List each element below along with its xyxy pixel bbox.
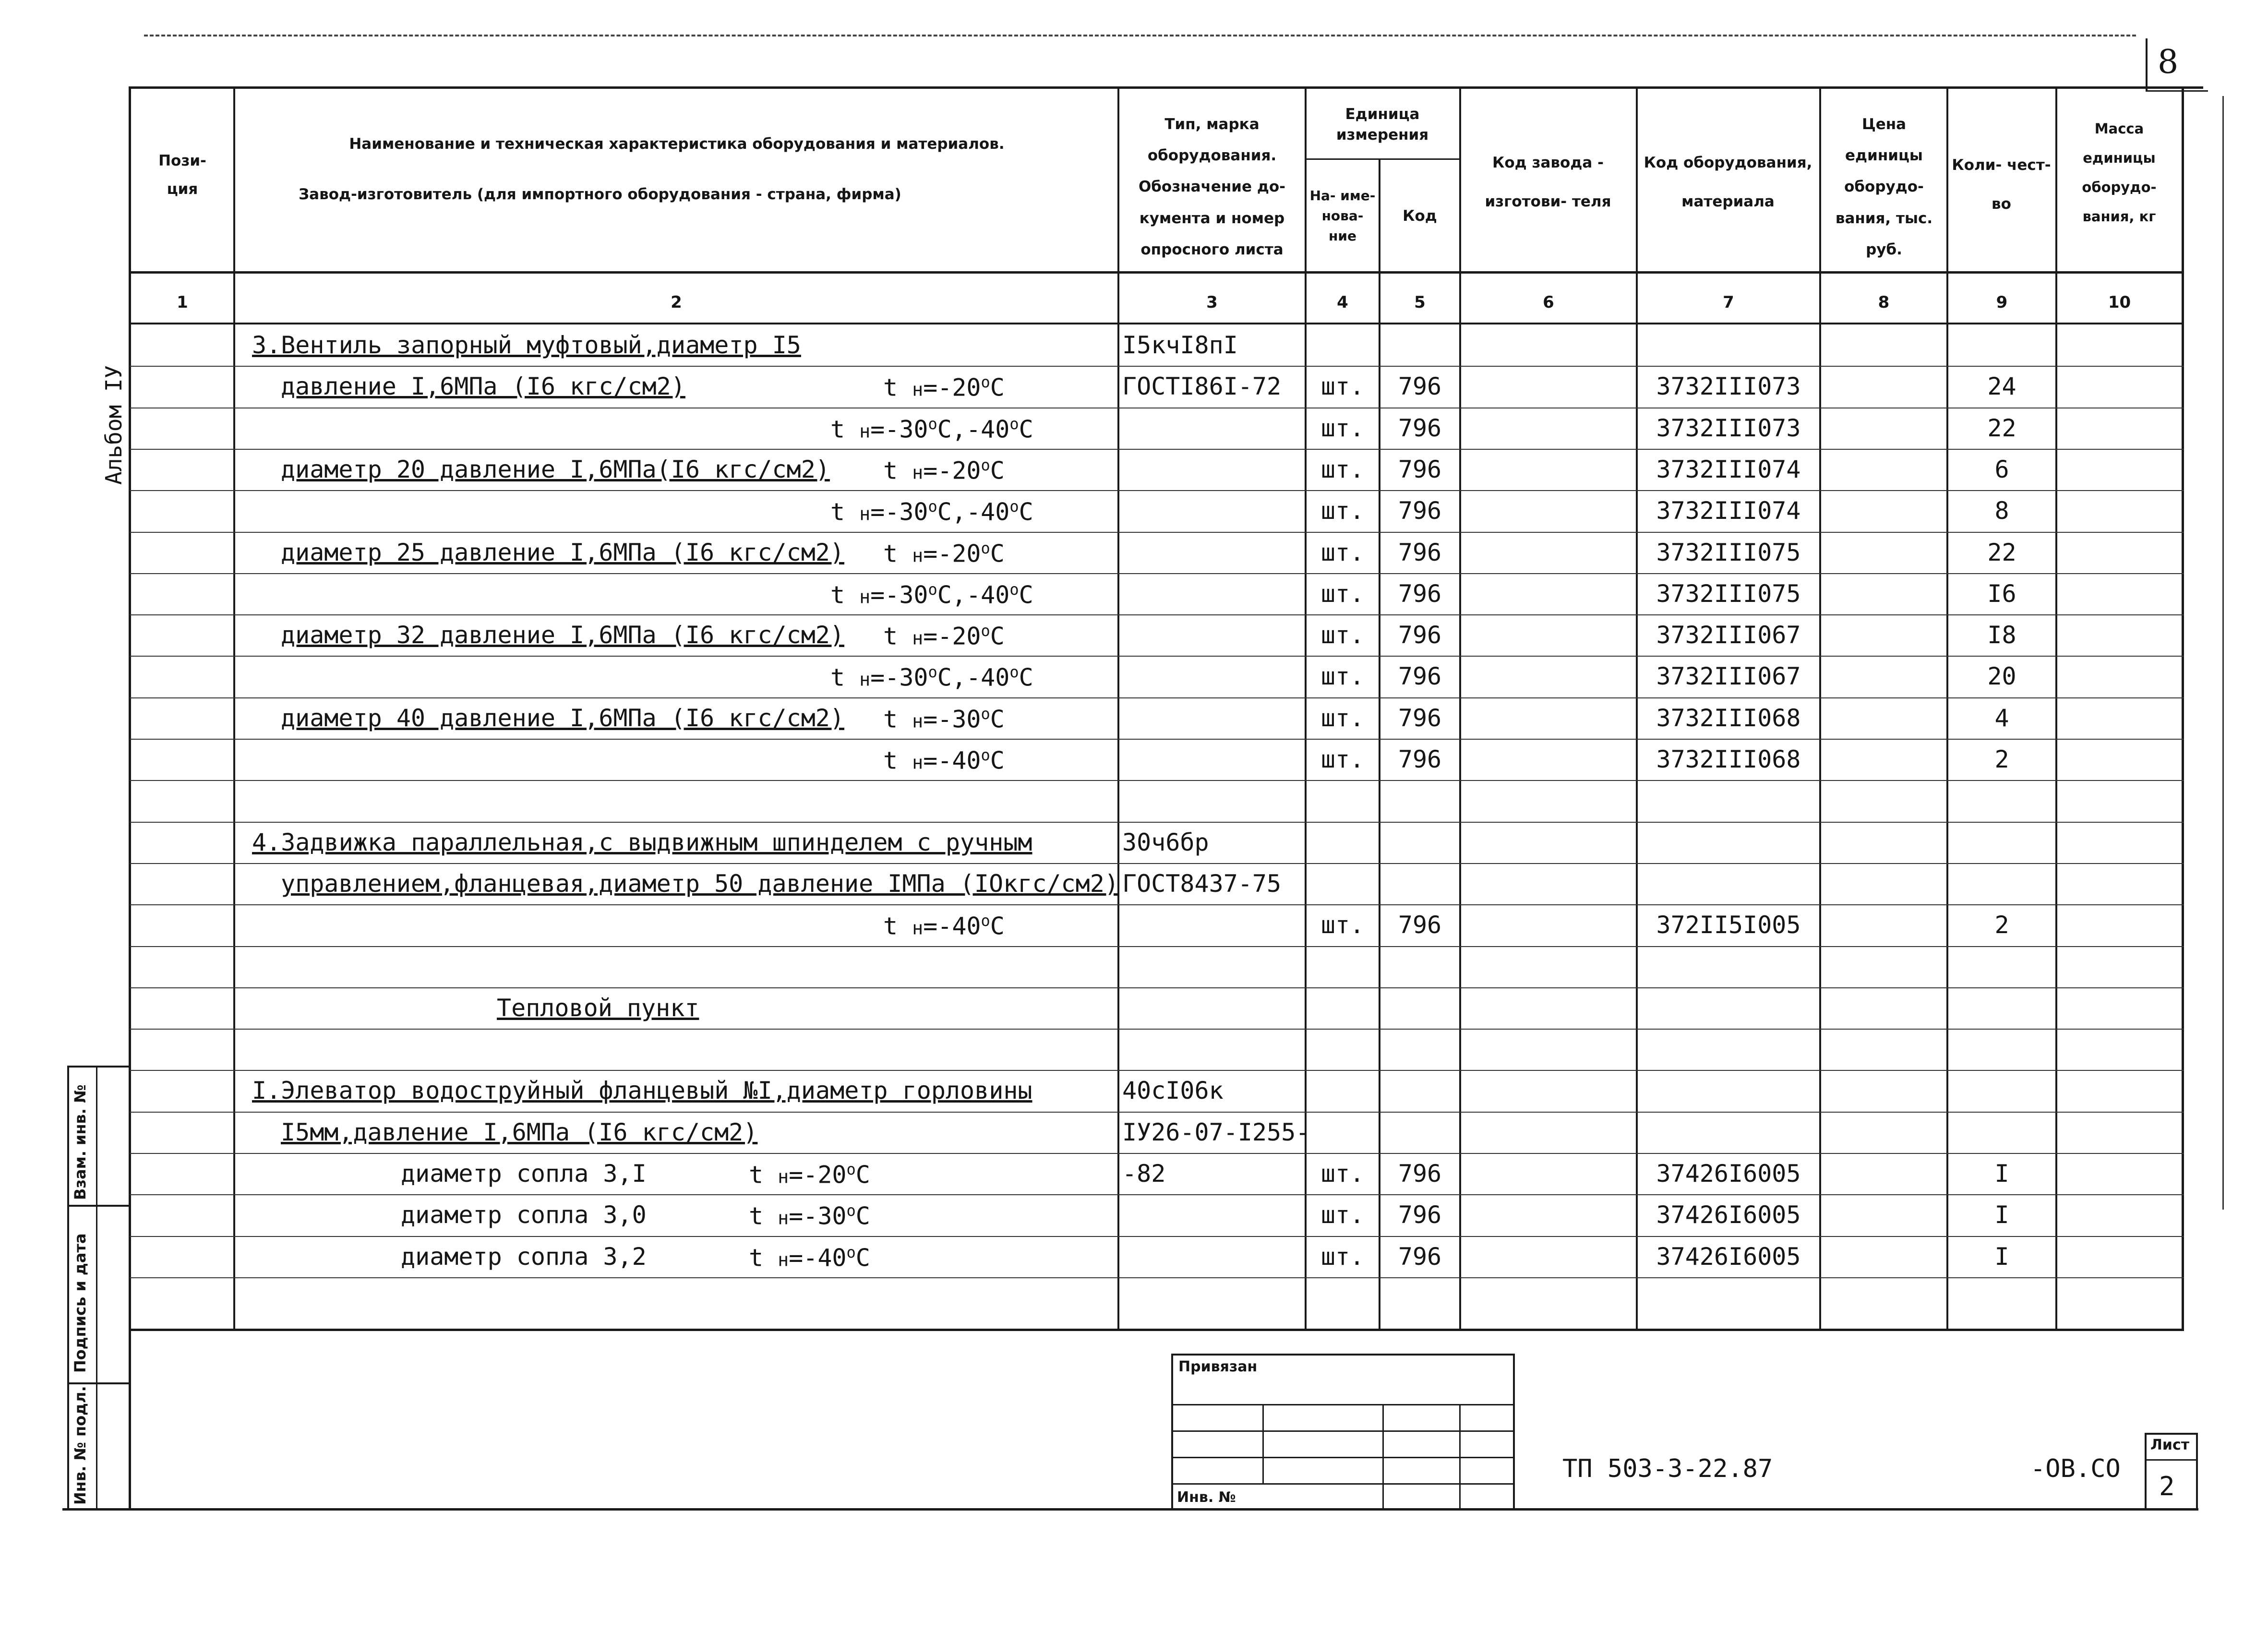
privyazan-row-1 (1171, 1404, 1514, 1405)
col-sep-7 (1819, 86, 1821, 1330)
colnum-4: 4 (1337, 293, 1348, 312)
colnum-10: 10 (2108, 293, 2131, 312)
side-stamp-left (67, 1066, 69, 1510)
frame-top (130, 86, 2203, 89)
privyazan-col-3 (1459, 1404, 1461, 1510)
material-code: 3732III074 (1656, 497, 1801, 525)
row-separator (130, 1194, 2184, 1195)
unit-name: шт. (1320, 911, 1365, 939)
row-separator (130, 739, 2184, 740)
unit-name: шт. (1320, 539, 1365, 566)
quantity: 2 (1994, 911, 2009, 939)
temperature-label: t $н=-20^oС$ (883, 622, 1005, 650)
type-mark: I5кчI8пI (1122, 331, 1238, 359)
material-code: 3732III073 (1656, 414, 1801, 442)
material-code: 37426I6005 (1656, 1201, 1801, 1229)
unit-name: шт. (1320, 1243, 1365, 1271)
item-name: 4.Задвижка параллельная,с выдвижным шпинделем с ручным (252, 828, 1032, 856)
privyazan-row-3 (1171, 1457, 1514, 1458)
unit-name: шт. (1320, 1160, 1365, 1188)
type-mark: 30ч6бр (1122, 828, 1209, 856)
unit-name: шт. (1320, 497, 1365, 525)
row-separator (130, 904, 2184, 905)
header-col2-line1: Наименование и техническая характеристика оборудования и материалов. (349, 135, 1005, 153)
unit-code: 796 (1398, 456, 1442, 483)
stamp-inv-no: Инв. № (1177, 1489, 1236, 1506)
item-name: диаметр 20 давление I,6МПа(I6 кгс/см2) (281, 456, 830, 483)
item-name: диаметр сопла 3,I (401, 1160, 647, 1188)
quantity: 20 (1987, 662, 2016, 690)
row-separator (130, 573, 2184, 574)
header-col1: Пози- ция (158, 152, 206, 198)
unit-name: шт. (1320, 662, 1365, 690)
side-stamp-podpis: Подпись и дата (71, 1233, 89, 1373)
unit-code: 796 (1398, 539, 1442, 566)
material-code: 3732III075 (1656, 539, 1801, 566)
item-name: диаметр 40 давление I,6МПа (I6 кгс/см2) (281, 704, 844, 732)
quantity: 22 (1987, 414, 2016, 442)
quantity: 4 (1994, 704, 2009, 732)
side-stamp-vzam: Взам. инв. № (71, 1084, 89, 1200)
quantity: I8 (1987, 621, 2016, 649)
col-sep-1 (233, 86, 235, 1330)
unit-code: 796 (1398, 662, 1442, 690)
unit-code: 796 (1398, 911, 1442, 939)
row-separator (130, 1029, 2184, 1030)
item-name: диаметр сопла 3,0 (401, 1201, 647, 1229)
item-name: I.Элеватор водоструйный фланцевый №I,диаметр горловины (252, 1077, 1032, 1104)
quantity: I (1994, 1160, 2009, 1188)
row-separator (130, 987, 2184, 988)
header-col4: На- име- нова- ние (1309, 188, 1376, 244)
unit-name: шт. (1320, 704, 1365, 732)
row-separator (130, 366, 2184, 367)
quantity: I6 (1987, 580, 2016, 608)
unit-code: 796 (1398, 745, 1442, 773)
quantity: 8 (1994, 497, 2009, 525)
unit-code: 796 (1398, 580, 1442, 608)
unit-code: 796 (1398, 1160, 1442, 1188)
row-separator (130, 780, 2184, 781)
list-box-split (2145, 1459, 2197, 1461)
side-stamp-sep1 (67, 1205, 130, 1207)
material-code: 3732III073 (1656, 372, 1801, 400)
material-code: 37426I6005 (1656, 1243, 1801, 1271)
row-separator (130, 1153, 2184, 1154)
temperature-label: t $н=-40^oС$ (749, 1243, 870, 1272)
type-mark: ГОСТI86I-72 (1122, 372, 1282, 400)
header-col3: Тип, марка оборудования. Обозначение до- кумента и номер опросного листа (1138, 116, 1286, 258)
col-sep-5 (1459, 86, 1461, 1330)
header-col6: Код завода - изготови- теля (1485, 154, 1611, 210)
row-separator (130, 656, 2184, 657)
side-stamp-mid (96, 1066, 97, 1510)
unit-header-split (1306, 158, 1460, 160)
list-box-right (2196, 1433, 2198, 1510)
colnum-6: 6 (1543, 293, 1554, 312)
row-separator (130, 1070, 2184, 1071)
temperature-label: t $н=-30^oС$ (749, 1201, 870, 1230)
sheet-number-top: 8 (2158, 43, 2179, 81)
unit-name: шт. (1320, 580, 1365, 608)
row-separator (130, 1236, 2184, 1237)
row-separator (130, 946, 2184, 947)
temperature-label: t $н=-30^oС,-40^oС$ (830, 497, 1033, 526)
item-name: диаметр 32 давление I,6МПа (I6 кгс/см2) (281, 621, 844, 649)
row-separator (130, 863, 2184, 864)
item-name: I5мм,давление I,6МПа (I6 кгс/см2) (281, 1118, 758, 1146)
album-label: Альбом IУ (101, 365, 127, 485)
temperature-label: t $н=-20^oС$ (883, 373, 1005, 402)
stamp-list-number: 2 (2159, 1471, 2175, 1501)
col-sep-4 (1379, 158, 1380, 1330)
unit-code: 796 (1398, 372, 1442, 400)
colnum-9: 9 (1996, 293, 2008, 312)
type-mark: ГОСТ8437-75 (1122, 870, 1282, 898)
header-col5: Код (1403, 207, 1437, 225)
temperature-label: t $н=-20^oС$ (749, 1160, 870, 1189)
col-sep-9 (2055, 86, 2057, 1330)
material-code: 3732III068 (1656, 704, 1801, 732)
item-name: управлением,фланцевая,диаметр 50 давление IМПа (IОкгс/см2) (281, 870, 1119, 898)
material-code: 3732III075 (1656, 580, 1801, 608)
quantity: 22 (1987, 539, 2016, 566)
row-separator (130, 614, 2184, 615)
row-separator (130, 490, 2184, 491)
row-separator (130, 532, 2184, 533)
header-col8: Цена единицы оборудо- вания, тыс. руб. (1835, 116, 1933, 258)
side-stamp-inv-podl: Инв. № подл. (71, 1386, 89, 1505)
quantity: I (1994, 1243, 2009, 1271)
privyazan-row-2 (1171, 1430, 1514, 1432)
sheet-number-frame-left (2146, 38, 2148, 91)
top-dashed-line (144, 35, 2136, 36)
unit-name: шт. (1320, 745, 1365, 773)
header-col7: Код оборудования, материала (1644, 154, 1812, 210)
unit-name: шт. (1320, 1201, 1365, 1229)
stamp-privyazan: Привязан (1178, 1358, 1258, 1375)
unit-code: 796 (1398, 621, 1442, 649)
quantity: 2 (1994, 745, 2009, 773)
privyazan-col-2 (1382, 1404, 1384, 1510)
temperature-label: t $н=-40^oС$ (883, 912, 1005, 940)
item-name: диаметр 25 давление I,6МПа (I6 кгс/см2) (281, 539, 844, 566)
item-name: диаметр сопла 3,2 (401, 1243, 647, 1271)
type-mark: IУ26-07-I255- (1122, 1118, 1310, 1146)
header-col9: Коли- чест- во (1952, 156, 2051, 213)
item-name: 3.Вентиль запорный муфтовый,диаметр I5 (252, 331, 801, 359)
header-line (130, 271, 2184, 274)
privyazan-frame-top (1171, 1354, 1514, 1356)
col-sep-2 (1117, 86, 1119, 1330)
colnum-1: 1 (177, 293, 188, 312)
unit-name: шт. (1320, 456, 1365, 483)
header-col2-line2: Завод-изготовитель (для импортного оборудования - страна, фирма) (299, 185, 901, 203)
colnum-8: 8 (1878, 293, 1890, 312)
unit-code: 796 (1398, 1201, 1442, 1229)
quantity: I (1994, 1201, 2009, 1229)
material-code: 37426I6005 (1656, 1160, 1801, 1188)
item-name: давление I,6МПа (I6 кгс/см2) (281, 372, 685, 400)
colnum-7: 7 (1723, 293, 1734, 312)
material-code: 3732III067 (1656, 662, 1801, 690)
unit-code: 796 (1398, 497, 1442, 525)
list-box-top (2145, 1433, 2197, 1435)
row-separator (130, 822, 2184, 823)
stamp-doc-suffix: -ОВ.СО (2030, 1454, 2121, 1483)
unit-name: шт. (1320, 372, 1365, 400)
unit-code: 796 (1398, 1243, 1442, 1271)
quantity: 6 (1994, 456, 2009, 483)
colnum-2: 2 (671, 293, 682, 312)
unit-name: шт. (1320, 414, 1365, 442)
temperature-label: t $н=-40^oС$ (883, 746, 1005, 775)
privyazan-row-4 (1171, 1483, 1514, 1485)
unit-name: шт. (1320, 621, 1365, 649)
type-mark: 40сI06к (1122, 1077, 1224, 1104)
temperature-label: t $н=-30^oС,-40^oС$ (830, 663, 1033, 692)
frame-right-outer (2222, 96, 2224, 1210)
side-stamp-sep2 (67, 1382, 130, 1384)
row-separator (130, 1277, 2184, 1278)
type-mark: -82 (1122, 1160, 1166, 1188)
header-col45: Единица измерения (1336, 105, 1429, 144)
material-code: 3732III067 (1656, 621, 1801, 649)
colnum-3: 3 (1206, 293, 1218, 312)
row-separator (130, 1112, 2184, 1113)
row-separator (130, 697, 2184, 698)
temperature-label: t $н=-20^oС$ (883, 539, 1005, 568)
temperature-label: t $н=-30^oС,-40^oС$ (830, 415, 1033, 444)
temperature-label: t $н=-20^oС$ (883, 456, 1005, 485)
stamp-doc-code: ТП 503-3-22.87 (1562, 1454, 1773, 1483)
list-box-left (2145, 1433, 2147, 1510)
material-code: 3732III074 (1656, 456, 1801, 483)
side-stamp-top (67, 1066, 130, 1068)
temperature-label: t $н=-30^oС,-40^oС$ (830, 580, 1033, 609)
stamp-list-label: Лист (2150, 1437, 2190, 1453)
quantity: 24 (1987, 372, 2016, 400)
colnum-line (130, 323, 2184, 324)
frame-bottom (62, 1508, 2198, 1511)
colnum-5: 5 (1414, 293, 1426, 312)
section-title: Тепловой пункт (497, 994, 699, 1022)
unit-code: 796 (1398, 704, 1442, 732)
temperature-label: t $н=-30^oС$ (883, 705, 1005, 733)
privyazan-col-1 (1262, 1404, 1264, 1483)
unit-code: 796 (1398, 414, 1442, 442)
sheet-number-frame-bottom (2146, 90, 2208, 92)
material-code: 372II5I005 (1656, 911, 1801, 939)
row-separator (130, 449, 2184, 450)
material-code: 3732III068 (1656, 745, 1801, 773)
table-bottom-line (130, 1329, 2184, 1331)
header-col10: Масса единицы оборудо- вания, кг (2082, 120, 2157, 225)
